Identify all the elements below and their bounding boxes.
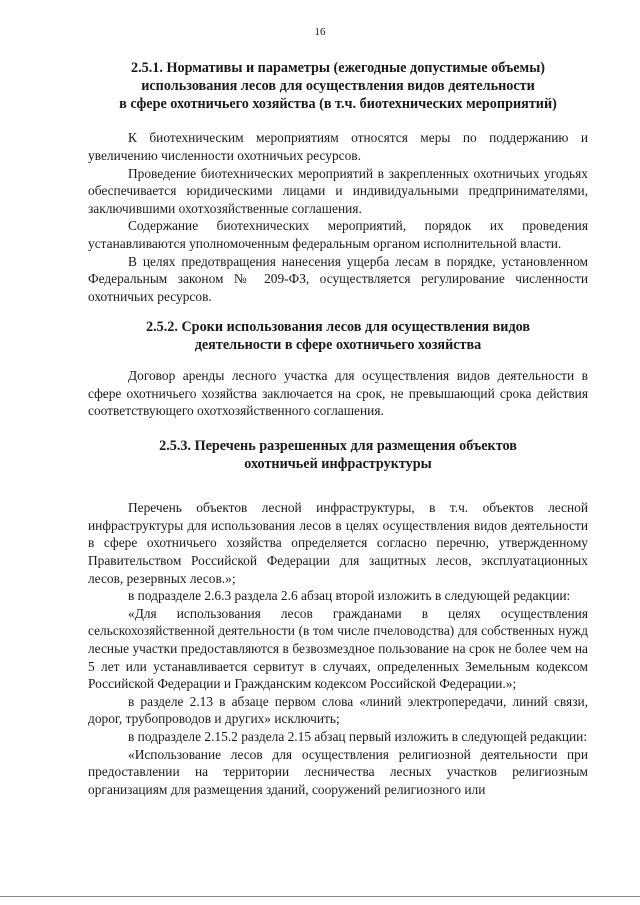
paragraph: в подразделе 2.6.3 раздела 2.6 абзац второй изложить в следующей редакции: xyxy=(128,588,571,604)
section-2-5-2-title xyxy=(88,319,588,355)
paragraph: Проведение биотехнических мероприятий в закрепленных охотничьих угодьях обеспечивается юридическими лицами и индивидуальными предпринимателями, заключившими охотхозяйственные соглашения. xyxy=(88,165,588,216)
paragraph: В целях предотвращения нанесения ущерба лесам в порядке, установленном Федеральным законом № 209-ФЗ, осуществляется регулирование численности охотничьих ресурсов. xyxy=(88,253,588,304)
document-body xyxy=(88,60,588,798)
title-line: 2.5.1. Нормативы и параметры (ежегодные допустимые объемы) xyxy=(130,60,546,76)
paragraph: Содержание биотехнических мероприятий, порядок их проведения устанавливаются уполномоченным федеральным органом исполнительной власти. xyxy=(88,218,588,251)
paragraph: «Для использования лесов гражданами в целях осуществления сельскохозяйственной деятельности (в том числе пчеловодства) для собственных нужд лесные участки предоставляются в безвозмездное пользование на срок не более чем на 5 лет или устанавливается сервитут в случаях, определенных Земельным кодексом Российской Федерации и Гражданским кодексом Российской Федерации.»; xyxy=(88,605,588,692)
paragraph: Перечень объектов лесной инфраструктуры, в т.ч. объектов лесной инфраструктуры для использования лесов в целях осуществления видов деятельности в сфере охотничьего хозяйства определяется согласно перечню, утвержденному Правительством Российской Федерации для защитных лесов, эксплуатационных лесов, резервных лесов.»; xyxy=(88,500,588,586)
paragraph: Договор аренды лесного участка для осуществления видов деятельности в сфере охотничьего хозяйства заключается на срок, не превышающий срока действия соответствующего охотхозяйственного соглашения. xyxy=(88,367,588,419)
paragraph: в разделе 2.13 в абзаце первом слова «линий электропередачи, линий связи, дорог, трубопроводов и других» исключить; xyxy=(88,693,588,727)
page-bottom-edge xyxy=(0,896,640,897)
title-line: деятельности в сфере охотничьего хозяйства xyxy=(194,337,482,354)
title-line: в сфере охотничьего хозяйства (в т.ч. биотехнических мероприятий) xyxy=(119,95,557,112)
section-2-5-1-title xyxy=(88,60,588,113)
paragraph: К биотехническим мероприятиям относятся меры по поддержанию и увеличению численности охотничьих ресурсов. xyxy=(88,130,588,163)
title-line: 2.5.3. Перечень разрешенных для размещения объектов xyxy=(159,437,517,454)
page-number: 16 xyxy=(314,26,326,38)
paragraph: в подразделе 2.15.2 раздела 2.15 абзац первый изложить в следующей редакции: xyxy=(128,729,588,745)
title-line: охотничьей инфраструктуры xyxy=(244,455,432,472)
title-line: 2.5.2. Сроки использования лесов для осуществления видов xyxy=(145,319,531,336)
paragraph: «Использование лесов для осуществления религиозной деятельности при предоставлении на территории лесничества лесных участков религиозным организациям для размещения зданий, сооружений религиозного или xyxy=(88,746,588,797)
section-2-5-3-title xyxy=(88,438,588,474)
title-line: использования лесов для осуществления видов деятельности xyxy=(141,77,535,94)
